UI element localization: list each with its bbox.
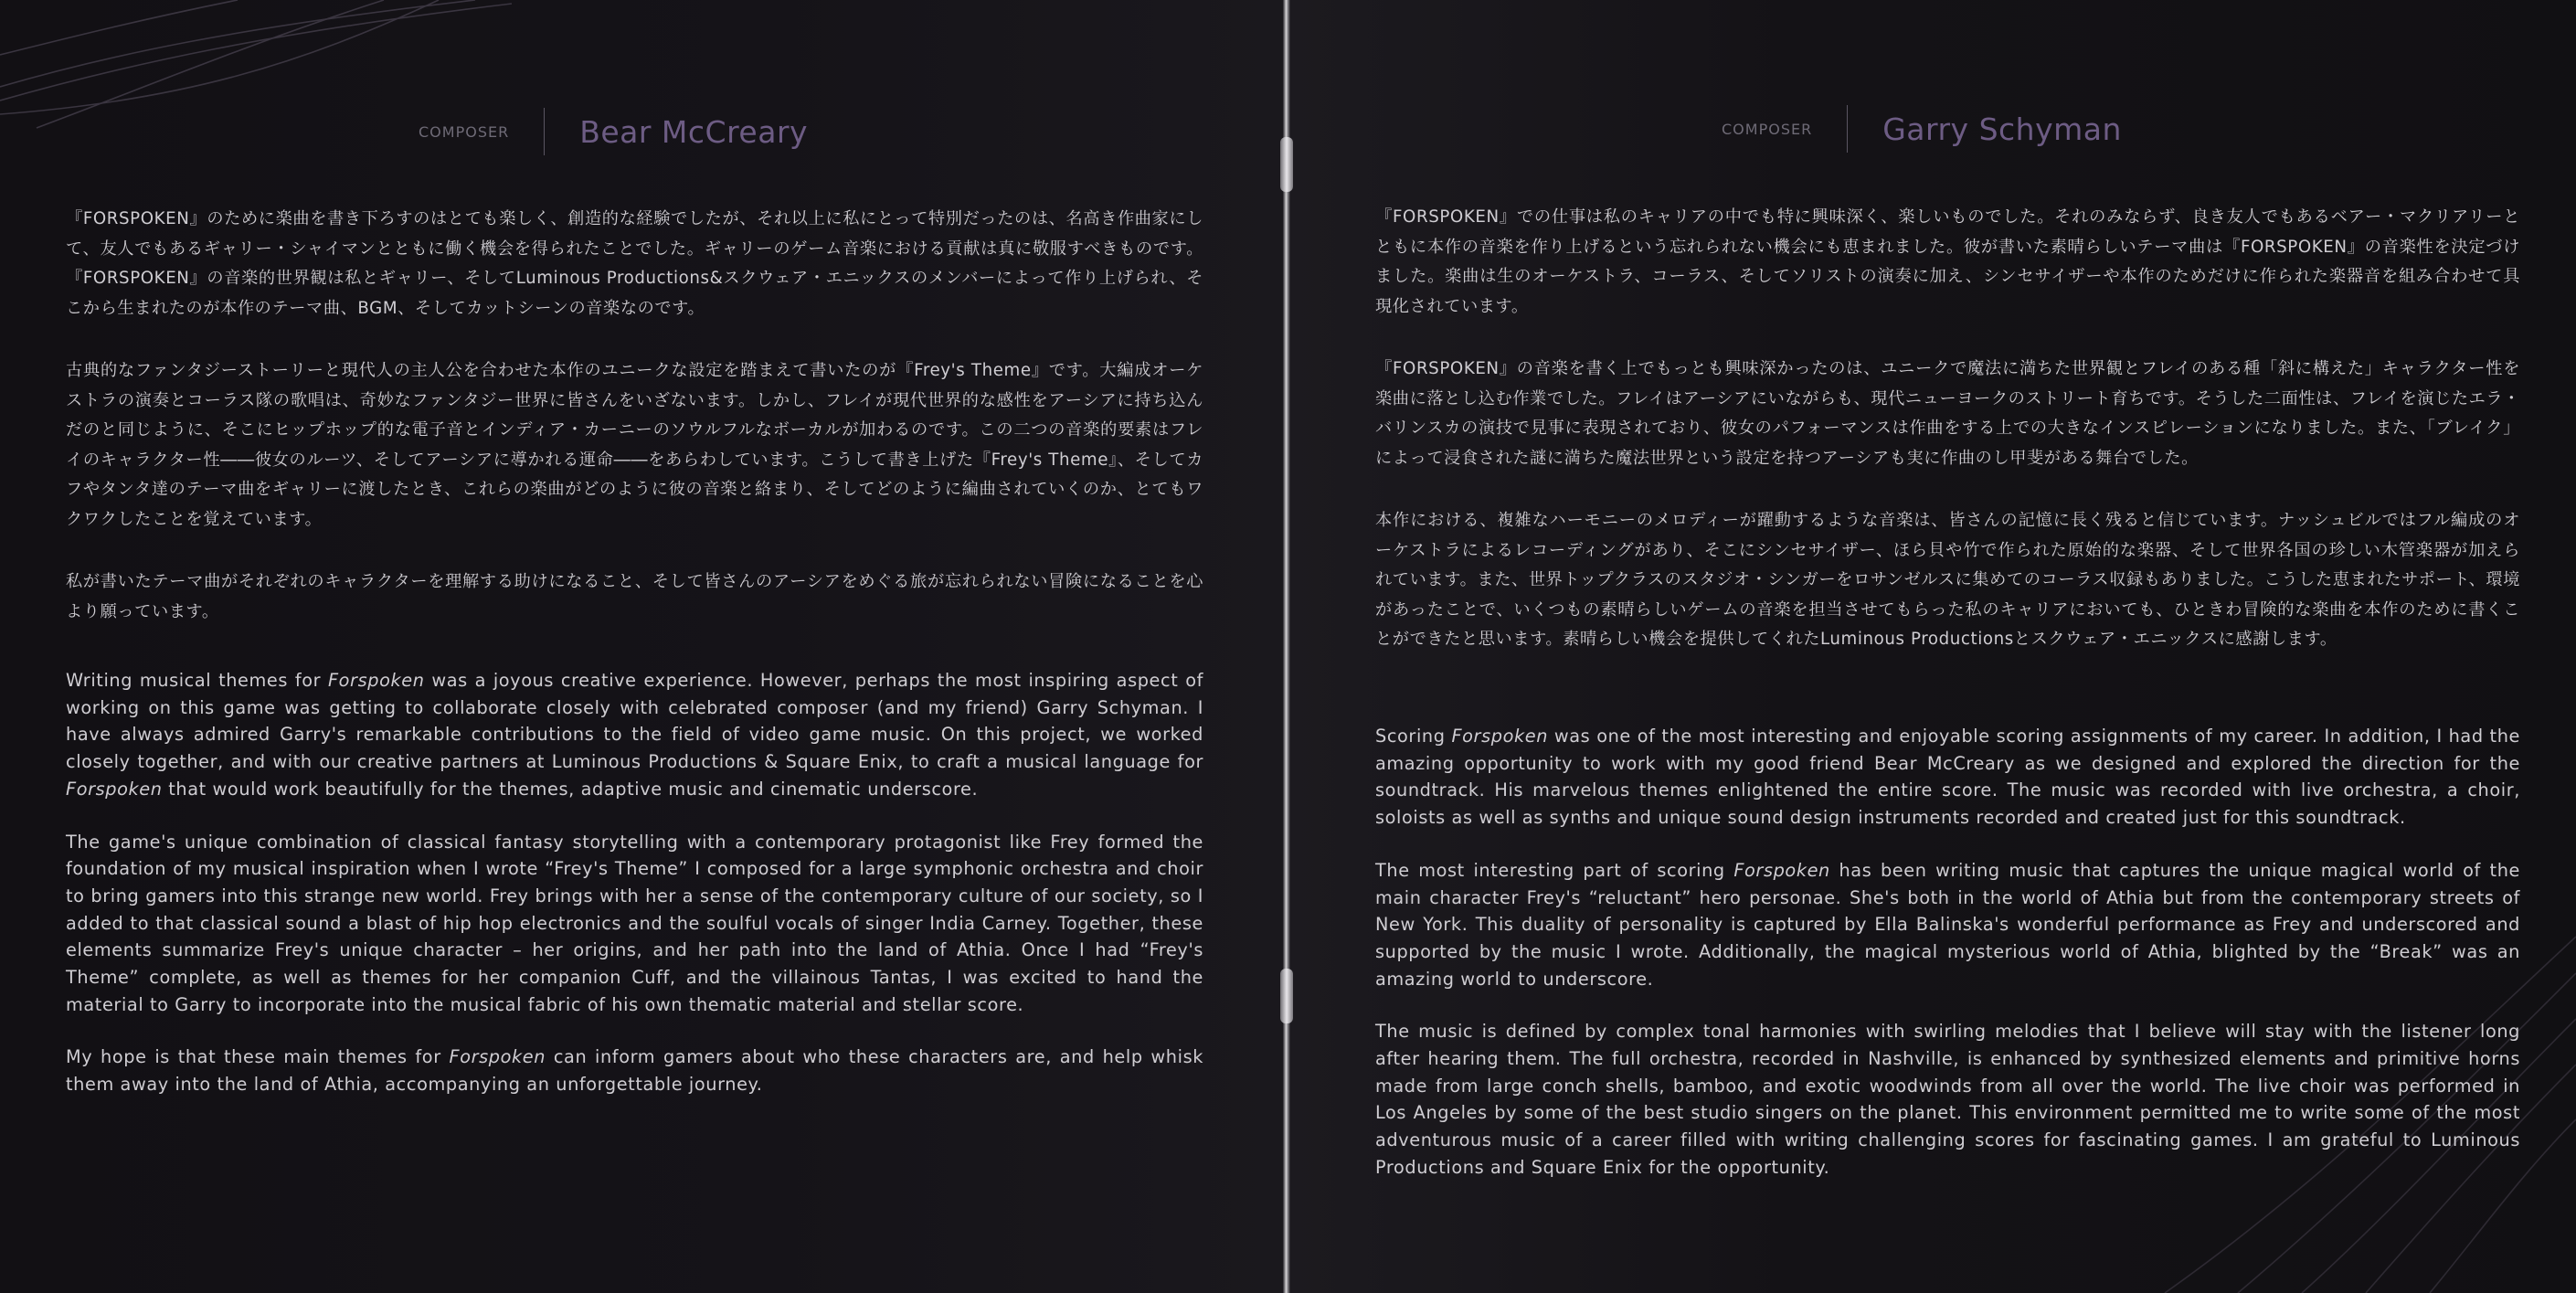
- booklet-spine: [1283, 0, 1290, 1293]
- en-paragraph: My hope is that these main themes for Forspoken can inform gamers about who these characters are, and help whisk them away into the land of Athia, accompanying an unforgettable journey.: [66, 1046, 1203, 1096]
- english-text-block: [66, 667, 1203, 1098]
- right-page: [1288, 0, 2576, 1293]
- composer-name: Garry Schyman: [1882, 111, 2122, 147]
- en-paragraph: The game's unique combination of classical fantasy storytelling with a contemporary protagonist like Frey formed the foundation of my musical inspiration when I wrote “Frey's Theme” I composed for a large symphonic orchestra and choir to bring gamers into this strange new world. Frey brings with her a sense of the contemporary culture of our society, so I added to that classical sound a blast of hip hop electronics and the soulful vocals of singer India Carney. Together, these elements summarize Frey's unique character – her origins, and her path into the land of Athia. Once I had “Frey's Theme” complete, as well as themes for her companion Cuff, and the villainous Tantas, I was excited to hand the material to Garry to incorporate into the musical fabric of his own thematic material and stellar score.: [66, 831, 1203, 1015]
- japanese-text-block: [66, 205, 1203, 627]
- composer-label: COMPOSER: [1722, 120, 1813, 138]
- composer-header: [419, 108, 808, 155]
- left-page: [0, 0, 1284, 1293]
- ja-paragraph: 『FORSPOKEN』の音楽を書く上でもっとも興味深かったのは、ユニークで魔法に満ちた世界観とフレイのある種「斜に構えた」キャラクター性を楽曲に落とし込む作業でした。フレイはアーシアにいながらも、現代ニューヨークのストリート育ちです。そうした二面性は、フレイを演じたエラ・バリンスカの演技で見事に表現されており、彼女のパフォーマンスは作曲をする上での大きなインスピレーションになりました。また、「ブレイク」によって浸食された謎に満ちた魔法世界という設定を持つアーシアも実に作曲のし甲斐がある舞台でした。: [1375, 359, 2520, 468]
- en-paragraph: Scoring Forspoken was one of the most interesting and enjoyable scoring assignments of my career. In addition, I had the amazing opportunity to work with my good friend Bear McCreary as we designed and explored the direction for the soundtrack. His marvelous themes enlightened the entire score. The music was recorded with live orchestra, a choir, soloists as well as synths and unique sound design instruments recorded and created just for this soundtrack.: [1375, 726, 2521, 829]
- header-divider: [544, 108, 545, 155]
- en-paragraph: Writing musical themes for Forspoken was a joyous creative experience. However, perhaps the most inspiring aspect of working on this game was getting to collaborate closely with celebrated composer (and my friend) Garry Schyman. I have always admired Garry's remarkable contributions to the field of video game music. On this project, we worked closely together, and with our creative partners at Luminous Productions & Square Enix, to craft a musical language for Forspoken that would work beautifully for the themes, adaptive music and cinematic underscore.: [66, 670, 1203, 800]
- staple: [1280, 137, 1293, 192]
- staple: [1280, 969, 1293, 1023]
- en-paragraph: The music is defined by complex tonal harmonies with swirling melodies that I believe will stay with the listener long after hearing them. The full orchestra, recorded in Nashville, is enhanced by synthesized elements and primitive horns made from large conch shells, bamboo, and exotic woodwinds from all over the world. The live choir was performed in Los Angeles by some of the best studio singers on the planet. This environment permitted me to write some of the most adventurous music of a career filled with writing challenging scores for fascinating games. I am grateful to Luminous Productions and Square Enix for the opportunity.: [1375, 1021, 2520, 1178]
- composer-header: [1722, 105, 2122, 153]
- en-paragraph: The most interesting part of scoring Forspoken has been writing music that captures the unique magical world of the main character Frey's “reluctant” hero personae. She's both in the world of Athia but from the contemporary streets of New York. This duality of personality is captured by Ella Balinska's wonderful performance as Frey and underscored and supported by the music I wrote. Additionally, the magical mysterious world of Athia, blighted by the “Break” was an amazing world to underscore.: [1375, 859, 2520, 990]
- ja-paragraph: 本作における、複雑なハーモニーのメロディーが躍動するような音楽は、皆さんの記憶に長く残ると信じています。ナッシュビルではフル編成のオーケストラによるレコーディングがあり、そこにシンセサイザー、ほら貝や竹で作られた原始的な楽器、そして世界各国の珍しい木管楽器が加えられています。また、世界トップクラスのスタジオ・シンガーをロサンゼルスに集めてのコーラス収録もありました。こうした恵まれたサポート、環境があったことで、いくつもの素晴らしいゲームの音楽を担当させてもらった私のキャリアにおいても、ひときわ冒険的な楽曲を本作のために書くことができたと思います。素晴らしい機会を提供してくれたLuminous Productionsとスクウェア・エニックスに感謝します。: [1375, 511, 2520, 649]
- ja-paragraph: 私が書いたテーマ曲がそれぞれのキャラクターを理解する助けになること、そして皆さんのアーシアをめぐる旅が忘れられない冒険になることを心より願っています。: [66, 572, 1203, 621]
- ja-paragraph: 古典的なファンタジーストーリーと現代人の主人公を合わせた本作のユニークな設定を踏まえて書いたのが『Frey's Theme』です。大編成オーケストラの演奏とコーラス隊の歌唱は、奇妙なファンタジー世界に皆さんをいざないます。しかし、フレイが現代世界的な感性をアーシアに持ち込んだのと同じように、そこにヒップホップ的な電子音とインディア・カーニーのソウルフルなボーカルが加わるのです。この二つの音楽的要素はフレイのキャラクター性――彼女のルーツ、そしてアーシアに導かれる運命――をあらわしています。こうして書き上げた『Frey's Theme』、そしてカフやタンタ達のテーマ曲をギャリーに渡したとき、これらの楽曲がどのように彼の音楽と絡まり、そしてどのように編曲されていくのか、とてもワクワクしたことを覚えています。: [66, 361, 1203, 529]
- ja-paragraph: 『FORSPOKEN』のために楽曲を書き下ろすのはとても楽しく、創造的な経験でしたが、それ以上に私にとって特別だったのは、名高き作曲家にして、友人でもあるギャリー・シャイマンとともに働く機会を得られたことでした。ギャリーのゲーム音楽における貢献は真に敬服すべきものです。『FORSPOKEN』の音楽的世界観は私とギャリー、そしてLuminous Productions&スクウェア・エニックスのメンバーによって作り上げられ、そこから生まれたのが本作のテーマ曲、BGM、そしてカットシーンの音楽なのです。: [66, 209, 1203, 318]
- ja-paragraph: 『FORSPOKEN』での仕事は私のキャリアの中でも特に興味深く、楽しいものでした。それのみならず、良き友人でもあるベアー・マクリアリーとともに本作の音楽を作り上げるという忘れられない機会にも恵まれました。彼が書いた素晴らしいテーマ曲は『FORSPOKEN』の音楽性を決定づけました。楽曲は生のオーケストラ、コーラス、そしてソリストの演奏に加え、シンセサイザーや本作のためだけに作られた楽器音を組み合わせて具現化されています。: [1375, 207, 2520, 316]
- english-text-block: [1375, 723, 2520, 1182]
- composer-label: COMPOSER: [419, 122, 510, 141]
- composer-name: Bear McCreary: [579, 113, 809, 150]
- japanese-text-block: [1375, 203, 2520, 655]
- header-divider: [1847, 105, 1848, 153]
